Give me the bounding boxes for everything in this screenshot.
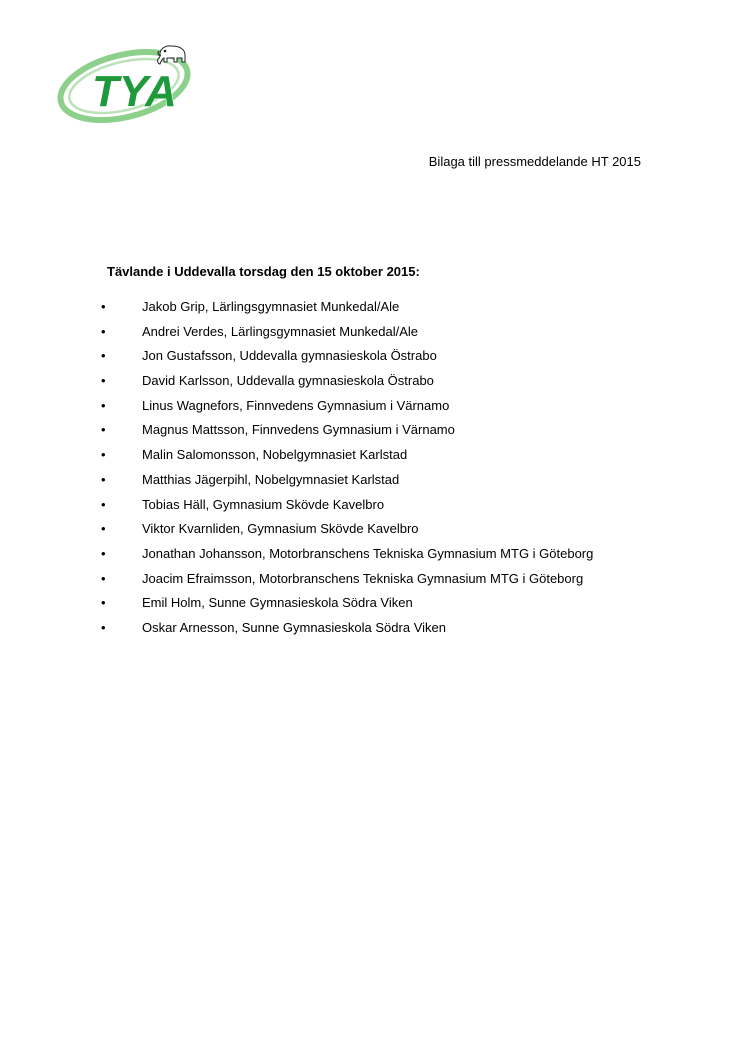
bullet-icon: • [101, 496, 106, 512]
bullet-icon: • [101, 619, 106, 635]
contestant-text: David Karlsson, Uddevalla gymnasieskola Östrabo [142, 373, 434, 389]
contestant-text: Viktor Kvarnliden, Gymnasium Skövde Kavelbro [142, 521, 419, 537]
bullet-icon: • [101, 447, 106, 463]
contestant-text: Jon Gustafsson, Uddevalla gymnasieskola Östrabo [142, 348, 437, 364]
contestant-text: Oskar Arnesson, Sunne Gymnasieskola Södra Viken [142, 619, 446, 635]
contestant-text: Emil Holm, Sunne Gymnasieskola Södra Viken [142, 595, 413, 611]
bullet-icon: • [101, 373, 106, 389]
bullet-icon: • [101, 521, 106, 537]
bullet-icon: • [101, 397, 106, 413]
bullet-icon: • [101, 299, 106, 314]
bullet-icon: • [101, 422, 106, 438]
bullet-icon: • [101, 348, 106, 364]
contestant-text: Linus Wagnefors, Finnvedens Gymnasium i Värnamo [142, 397, 450, 413]
contestant-text: Magnus Mattsson, Finnvedens Gymnasium i Värnamo [142, 422, 455, 438]
bullet-icon: • [101, 471, 106, 487]
contestant-text: Joacim Efraimsson, Motorbranschens Tekniska Gymnasium MTG i Göteborg [142, 570, 584, 586]
bullet-icon: • [101, 595, 106, 611]
header-note: Bilaga till pressmeddelande HT 2015 [428, 154, 641, 169]
tya-logo [56, 40, 198, 126]
contestant-text: Jakob Grip, Lärlingsgymnasiet Munkedal/Ale [142, 299, 400, 314]
contestant-text: Tobias Häll, Gymnasium Skövde Kavelbro [142, 496, 385, 512]
contestant-text: Andrei Verdes, Lärlingsgymnasiet Munkedal/Ale [142, 323, 419, 339]
contestant-text: Jonathan Johansson, Motorbranschens Tekniska Gymnasium MTG i Göteborg [142, 545, 594, 561]
contestant-text: Matthias Jägerpihl, Nobelgymnasiet Karlstad [142, 471, 400, 487]
logo-text: TYA [92, 67, 177, 116]
bullet-icon: • [101, 323, 106, 339]
bullet-icon: • [101, 570, 106, 586]
section-heading: Tävlande i Uddevalla torsdag den 15 oktober 2015: [107, 264, 420, 279]
contestant-text: Malin Salomonsson, Nobelgymnasiet Karlstad [142, 447, 408, 463]
bullet-icon: • [101, 545, 106, 561]
